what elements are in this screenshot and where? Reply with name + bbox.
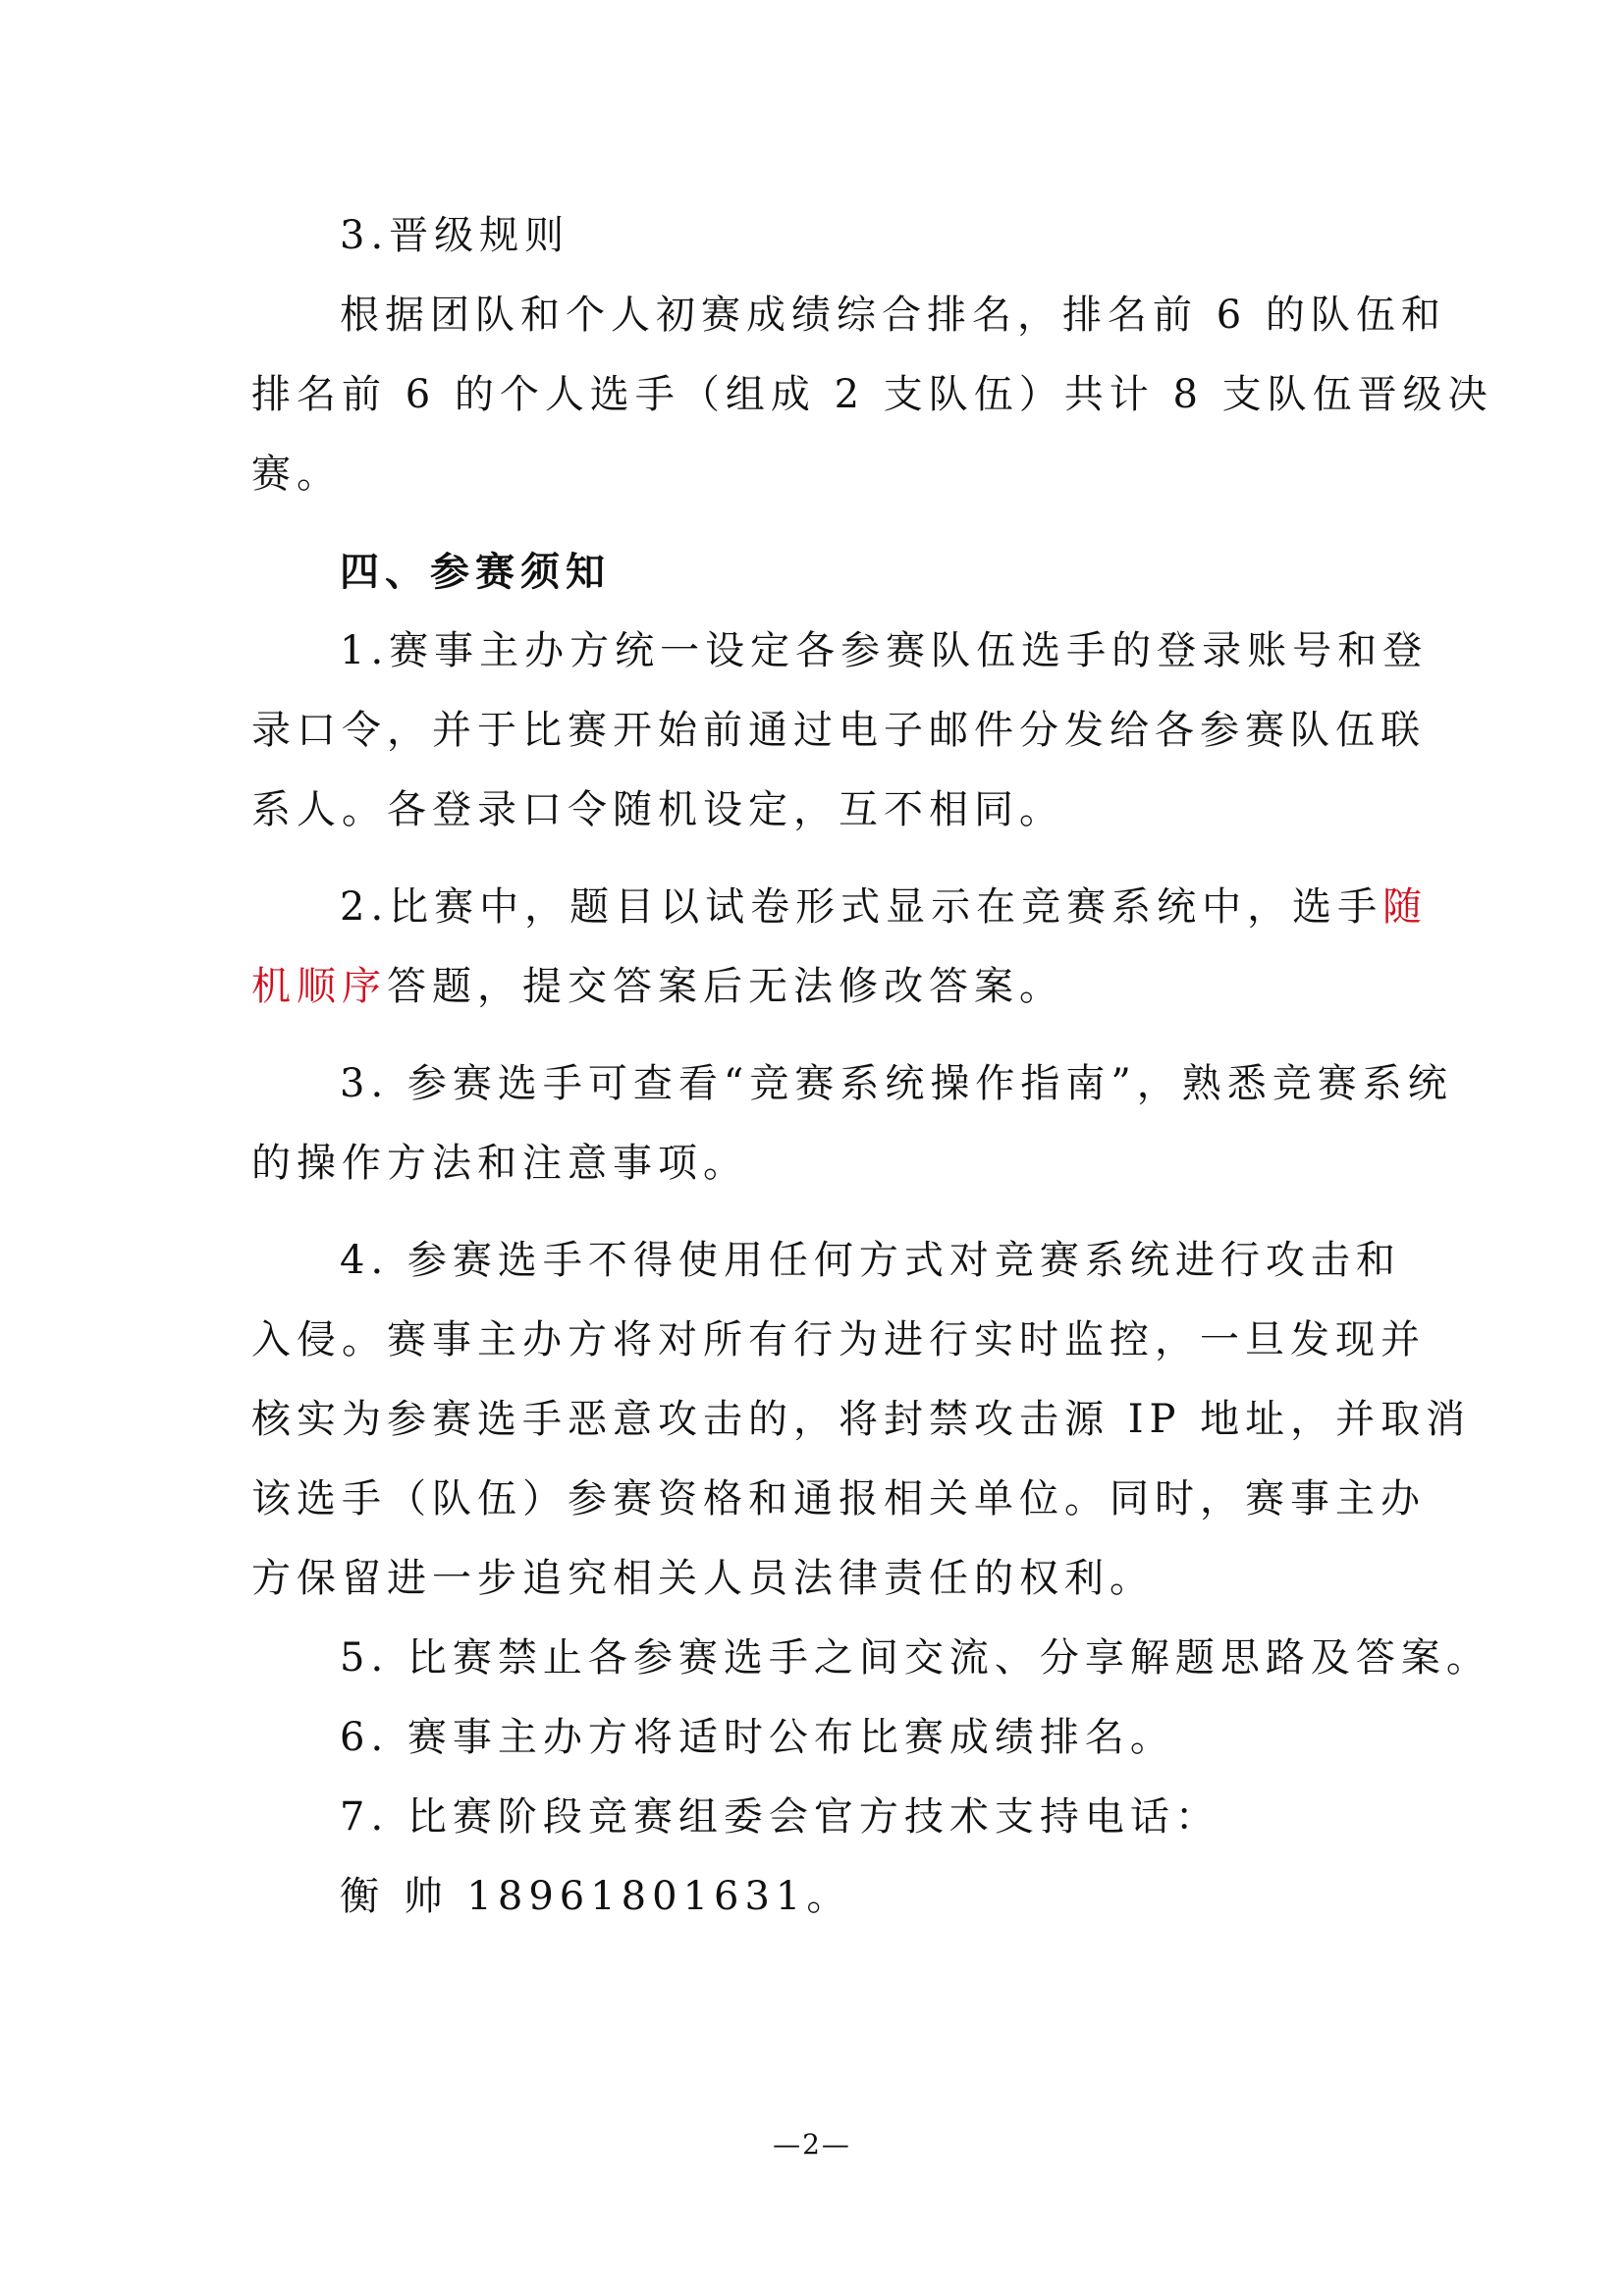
document-body (251, 196, 1493, 1937)
notice-item-4 (251, 1221, 1472, 1619)
paragraph-line (251, 868, 1429, 947)
item-2-text: 答题，提交答案后无法修改答案。 (387, 964, 1064, 1009)
paragraph-line: 根据团队和个人初赛成绩综合排名，排名前 6 的队伍和 (340, 293, 1446, 338)
notice-item-7: 7. 比赛阶段竞赛组委会官方技术支持电话： (340, 1794, 1220, 1840)
notice-item-6: 6. 赛事主办方将适时公布比赛成绩排名。 (340, 1715, 1175, 1760)
contact-line: 衡 帅 18961801631。 (340, 1874, 852, 1919)
highlighted-text: 随 (1382, 884, 1429, 930)
notice-item-2 (251, 868, 1429, 1027)
notice-item-1 (251, 612, 1429, 850)
paragraph-line: 1.赛事主办方统一设定各参赛队伍选手的登录账号和登 (340, 628, 1429, 673)
paragraph-line: 的操作方法和注意事项。 (251, 1141, 748, 1186)
paragraph-line: 方保留进一步追究相关人员法律责任的权利。 (251, 1556, 1155, 1601)
notice-item-3 (251, 1044, 1453, 1203)
notice-item-5: 5. 比赛禁止各参赛选手之间交流、分享解题思路及答案。 (340, 1635, 1491, 1681)
paragraph-line: 系人。各登录口令随机设定，互不相同。 (251, 787, 1064, 832)
section-3-body (251, 276, 1493, 514)
paragraph-line: 核实为参赛选手恶意攻击的，将封禁攻击源 IP 地址，并取消 (251, 1397, 1472, 1442)
paragraph-line: 该选手（队伍）参赛资格和通报相关单位。同时，赛事主办 (251, 1476, 1426, 1522)
paragraph-line: 排名前 6 的个人选手（组成 2 支队伍）共计 8 支队伍晋级决 (251, 372, 1493, 417)
item-2-text: 2.比赛中，题目以试卷形式显示在竞赛系统中，选手 (340, 884, 1383, 930)
paragraph-line: 3. 参赛选手可查看“竞赛系统操作指南”，熟悉竞赛系统 (340, 1061, 1453, 1106)
paragraph-line: 录口令，并于比赛开始前通过电子邮件分发给各参赛队伍联 (251, 708, 1426, 753)
section-4-heading: 四、参赛须知 (340, 549, 611, 595)
paragraph-line: 入侵。赛事主办方将对所有行为进行实时监控，一旦发现并 (251, 1317, 1426, 1362)
highlighted-text: 机顺序 (251, 964, 387, 1009)
paragraph-line: 4. 参赛选手不得使用任何方式对竞赛系统进行攻击和 (340, 1238, 1401, 1283)
section-3-title: 3.晋级规则 (340, 213, 570, 258)
paragraph-line: 赛。 (251, 452, 342, 497)
paragraph-line (251, 947, 1390, 1027)
page-number: —2— (773, 2128, 851, 2161)
